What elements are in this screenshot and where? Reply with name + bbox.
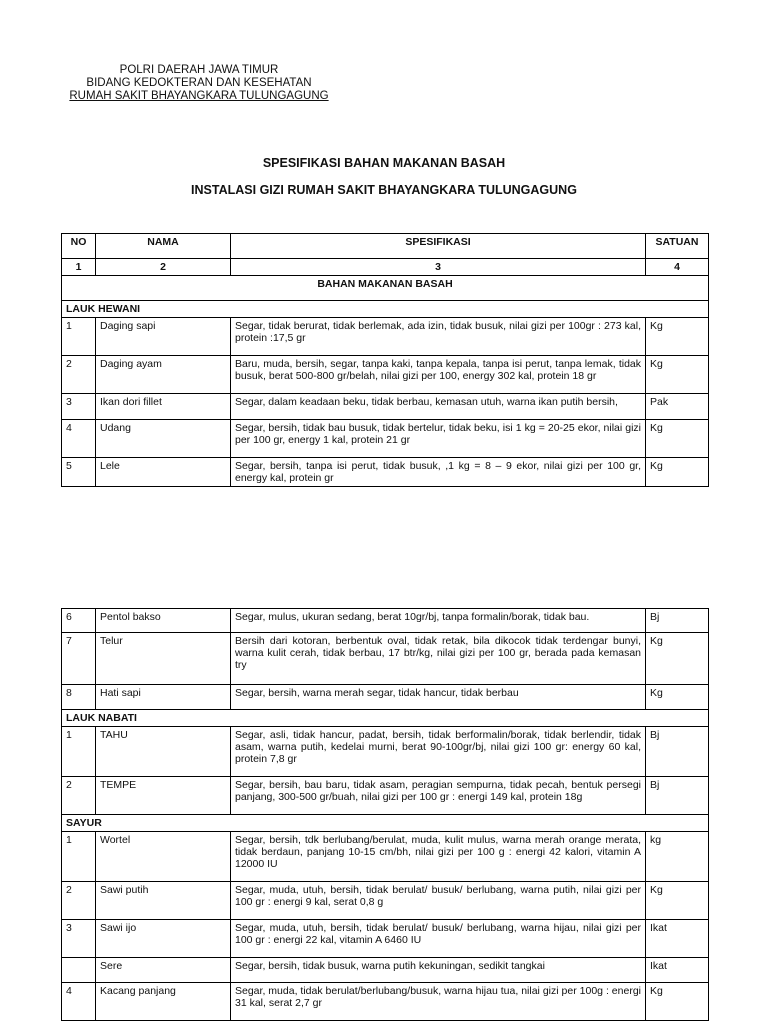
row-satuan: Kg xyxy=(646,882,709,920)
row-spesifikasi: Segar, muda, tidak berulat/berlubang/busuk, warna hijau tua, nilai gizi per 100g : energi 31 kal, serat 2,7 gr xyxy=(231,983,646,1021)
category-row xyxy=(62,301,709,318)
table-row xyxy=(62,609,709,633)
row-spesifikasi: Segar, bersih, bau baru, tidak asam, peragian sempurna, tidak pecah, bentuk persegi panjang, 300-500 gr/buah, nilai gizi per 100 gr : energi 149 kal, protein 18g xyxy=(231,777,646,815)
row-spesifikasi: Segar, muda, utuh, bersih, tidak berulat/ busuk/ berlubang, warna hijau, nilai gizi per 100 gr : energi 22 kal, vitamin A 6460 IU xyxy=(231,920,646,958)
row-nama: Pentol bakso xyxy=(96,609,231,633)
row-satuan: Kg xyxy=(646,633,709,685)
col-header-no: NO xyxy=(62,234,96,259)
row-nama: Daging ayam xyxy=(96,356,231,394)
row-nama: Lele xyxy=(96,458,231,487)
row-nama: Daging sapi xyxy=(96,318,231,356)
table-row xyxy=(62,777,709,815)
table-row xyxy=(62,685,709,710)
row-no: 8 xyxy=(62,685,96,710)
row-satuan: Kg xyxy=(646,318,709,356)
row-no: 2 xyxy=(62,882,96,920)
table-row xyxy=(62,882,709,920)
col-number: 3 xyxy=(231,259,646,276)
table-row xyxy=(62,832,709,882)
col-number: 2 xyxy=(96,259,231,276)
spec-table-part-1 xyxy=(61,233,709,487)
row-no: 7 xyxy=(62,633,96,685)
row-nama: TAHU xyxy=(96,727,231,777)
row-no: 5 xyxy=(62,458,96,487)
row-nama: Ikan dori fillet xyxy=(96,394,231,420)
col-header-satuan: SATUAN xyxy=(646,234,709,259)
row-satuan: Bj xyxy=(646,777,709,815)
table-row xyxy=(62,958,709,983)
row-spesifikasi: Segar, dalam keadaan beku, tidak berbau, kemasan utuh, warna ikan putih bersih, xyxy=(231,394,646,420)
row-no: 4 xyxy=(62,420,96,458)
row-nama: Kacang panjang xyxy=(96,983,231,1021)
row-no: 3 xyxy=(62,394,96,420)
category-sayur: SAYUR xyxy=(62,815,709,832)
row-satuan: kg xyxy=(646,832,709,882)
row-spesifikasi: Segar, bersih, tidak busuk, warna putih kekuningan, sedikit tangkai xyxy=(231,958,646,983)
row-spesifikasi: Segar, bersih, warna merah segar, tidak hancur, tidak berbau xyxy=(231,685,646,710)
row-satuan: Kg xyxy=(646,356,709,394)
row-spesifikasi: Segar, muda, utuh, bersih, tidak berulat/ busuk/ berlubang, warna putih, nilai gizi per 100 gr : energi 9 kal, serat 0,8 g xyxy=(231,882,646,920)
row-nama: Telur xyxy=(96,633,231,685)
header-line-2: BIDANG KEDOKTERAN DAN KESEHATAN xyxy=(86,77,312,89)
institution-header xyxy=(64,64,334,103)
row-spesifikasi: Segar, bersih, tidak bau busuk, tidak bertelur, tidak beku, isi 1 kg = 20-25 ekor, nilai gizi per 100 gr, energy 1 kal, protein 21 gr xyxy=(231,420,646,458)
row-satuan: Bj xyxy=(646,609,709,633)
table-row xyxy=(62,920,709,958)
col-header-nama: NAMA xyxy=(96,234,231,259)
table-row xyxy=(62,318,709,356)
row-no: 1 xyxy=(62,318,96,356)
section-row xyxy=(62,276,709,301)
table-row xyxy=(62,633,709,685)
category-row xyxy=(62,710,709,727)
row-spesifikasi: Bersih dari kotoran, berbentuk oval, tidak retak, bila dikocok tidak terdengar bunyi, warna kulit cerah, tidak berbau, 17 btr/kg, nilai gizi per 100 gr, berada pada kemasan try xyxy=(231,633,646,685)
table-row xyxy=(62,458,709,487)
row-nama: Udang xyxy=(96,420,231,458)
row-satuan: Bj xyxy=(646,727,709,777)
row-no: 4 xyxy=(62,983,96,1021)
header-line-1: POLRI DAERAH JAWA TIMUR xyxy=(119,64,279,76)
document-subtitle: INSTALASI GIZI RUMAH SAKIT BHAYANGKARA TULUNGAGUNG xyxy=(191,183,577,197)
row-no xyxy=(62,958,96,983)
row-spesifikasi: Segar, tidak berurat, tidak berlemak, ada izin, tidak busuk, nilai gizi per 100gr : 273 kal, protein :17,5 gr xyxy=(231,318,646,356)
table-row xyxy=(62,420,709,458)
header-line-3: RUMAH SAKIT BHAYANGKARA TULUNGAGUNG xyxy=(69,90,329,102)
row-satuan: Ikat xyxy=(646,920,709,958)
spec-table-part-2 xyxy=(61,608,709,1021)
row-nama: Sawi ijo xyxy=(96,920,231,958)
category-lauk-nabati: LAUK NABATI xyxy=(62,710,709,727)
row-no: 1 xyxy=(62,832,96,882)
row-satuan: Pak xyxy=(646,394,709,420)
table-row xyxy=(62,356,709,394)
row-no: 3 xyxy=(62,920,96,958)
col-number: 1 xyxy=(62,259,96,276)
section-title: BAHAN MAKANAN BASAH xyxy=(62,276,709,301)
row-no: 2 xyxy=(62,777,96,815)
document-title: SPESIFIKASI BAHAN MAKANAN BASAH xyxy=(262,156,506,170)
table-header-row xyxy=(62,234,709,259)
row-satuan: Kg xyxy=(646,983,709,1021)
col-header-spesifikasi: SPESIFIKASI xyxy=(231,234,646,259)
row-satuan: Kg xyxy=(646,458,709,487)
table-row xyxy=(62,983,709,1021)
row-satuan: Kg xyxy=(646,420,709,458)
category-row xyxy=(62,815,709,832)
row-satuan: Kg xyxy=(646,685,709,710)
row-nama: TEMPE xyxy=(96,777,231,815)
column-number-row xyxy=(62,259,709,276)
row-nama: Hati sapi xyxy=(96,685,231,710)
row-spesifikasi: Segar, bersih, tanpa isi perut, tidak busuk, ,1 kg = 8 – 9 ekor, nilai gizi per 100 gr, energy kal, protein gr xyxy=(231,458,646,487)
row-spesifikasi: Segar, bersih, tdk berlubang/berulat, muda, kulit mulus, warna merah orange merata, tidak berdaun, panjang 10-15 cm/bh, nilai gizi per 100 g : energi 42 kalori, vitamin A 12000 IU xyxy=(231,832,646,882)
row-no: 1 xyxy=(62,727,96,777)
row-nama: Wortel xyxy=(96,832,231,882)
col-number: 4 xyxy=(646,259,709,276)
row-nama: Sere xyxy=(96,958,231,983)
row-spesifikasi: Segar, mulus, ukuran sedang, berat 10gr/bj, tanpa formalin/borak, tidak bau. xyxy=(231,609,646,633)
row-spesifikasi: Baru, muda, bersih, segar, tanpa kaki, tanpa kepala, tanpa isi perut, tanpa lemak, tidak busuk, berat 500-800 gr/belah, nilai gizi per 100, energy 302 kal, protein 18 gr xyxy=(231,356,646,394)
table-row xyxy=(62,394,709,420)
row-no: 2 xyxy=(62,356,96,394)
row-no: 6 xyxy=(62,609,96,633)
row-nama: Sawi putih xyxy=(96,882,231,920)
category-lauk-hewani: LAUK HEWANI xyxy=(62,301,709,318)
row-satuan: Ikat xyxy=(646,958,709,983)
table-row xyxy=(62,727,709,777)
row-spesifikasi: Segar, asli, tidak hancur, padat, bersih, tidak berformalin/borak, tidak berlendir, tidak asam, warna putih, kedelai murni, berat 90-100gr/bj, nilai gizi 100 gr: energy 60 kal, protein 7,8 gr xyxy=(231,727,646,777)
